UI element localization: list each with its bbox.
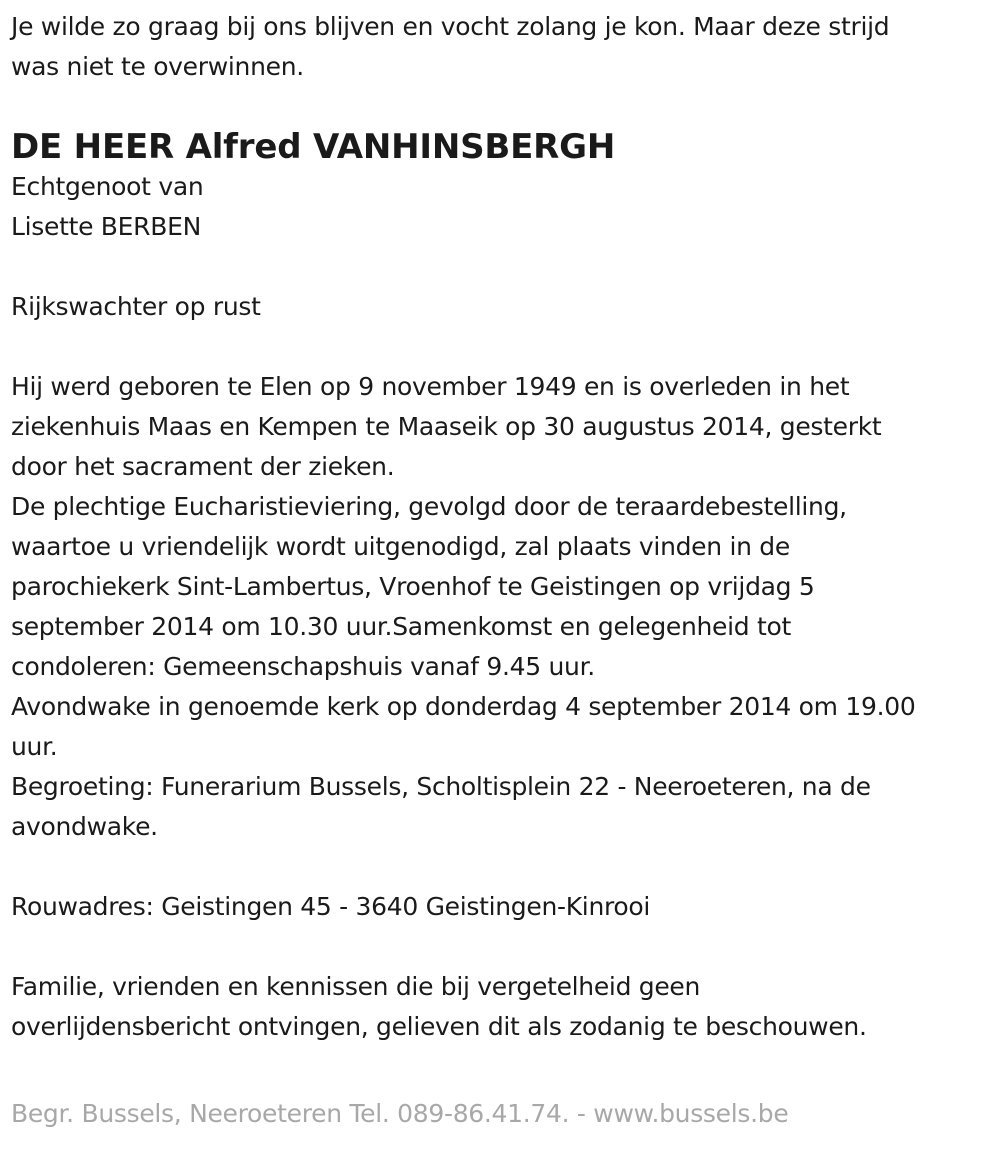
body-line: ziekenhuis Maas en Kempen te Maaseik op 30 augustus 2014, gesterkt bbox=[11, 412, 882, 441]
spacer bbox=[11, 327, 996, 367]
mourning-address: Rouwadres: Geistingen 45 - 3640 Geistingen-Kinrooi bbox=[11, 892, 651, 921]
body-line: avondwake. bbox=[11, 812, 158, 841]
funeral-home-footer: Begr. Bussels, Neeroeteren Tel. 089-86.41.74. - www.bussels.be bbox=[11, 1099, 789, 1128]
body-line: waartoe u vriendelijk wordt uitgenodigd, zal plaats vinden in de bbox=[11, 532, 790, 561]
spouse-info bbox=[11, 167, 996, 247]
body-line: door het sacrament der zieken. bbox=[11, 452, 395, 481]
body-line: De plechtige Eucharistieviering, gevolgd door de teraardebestelling, bbox=[11, 492, 847, 521]
spacer bbox=[11, 847, 996, 887]
intro-line: was niet te overwinnen. bbox=[11, 52, 304, 81]
body-line: Hij werd geboren te Elen op 9 november 1949 en is overleden in het bbox=[11, 372, 850, 401]
spacer bbox=[11, 247, 996, 287]
closing-line: Familie, vrienden en kennissen die bij vergetelheid geen bbox=[11, 972, 701, 1001]
spacer bbox=[11, 927, 996, 967]
body-line: september 2014 om 10.30 uur.Samenkomst en gelegenheid tot bbox=[11, 612, 791, 641]
body-line: Avondwake in genoemde kerk op donderdag 4 september 2014 om 19.00 bbox=[11, 692, 916, 721]
intro-text bbox=[11, 7, 996, 87]
obituary-notice bbox=[11, 7, 996, 1047]
profession: Rijkswachter op rust bbox=[11, 292, 261, 321]
intro-line: Je wilde zo graag bij ons blijven en vocht zolang je kon. Maar deze strijd bbox=[11, 12, 890, 41]
closing-text bbox=[11, 967, 996, 1047]
spouse-name: Lisette BERBEN bbox=[11, 212, 201, 241]
body-line: uur. bbox=[11, 732, 58, 761]
body-line: condoleren: Gemeenschapshuis vanaf 9.45 uur. bbox=[11, 652, 595, 681]
body-line: parochiekerk Sint-Lambertus, Vroenhof te Geistingen op vrijdag 5 bbox=[11, 572, 815, 601]
deceased-name: DE HEER Alfred VANHINSBERGH bbox=[11, 127, 616, 167]
body-line: Begroeting: Funerarium Bussels, Scholtisplein 22 - Neeroeteren, na de bbox=[11, 772, 871, 801]
spouse-label: Echtgenoot van bbox=[11, 172, 204, 201]
closing-line: overlijdensbericht ontvingen, gelieven dit als zodanig te beschouwen. bbox=[11, 1012, 867, 1041]
notice-body bbox=[11, 367, 996, 847]
